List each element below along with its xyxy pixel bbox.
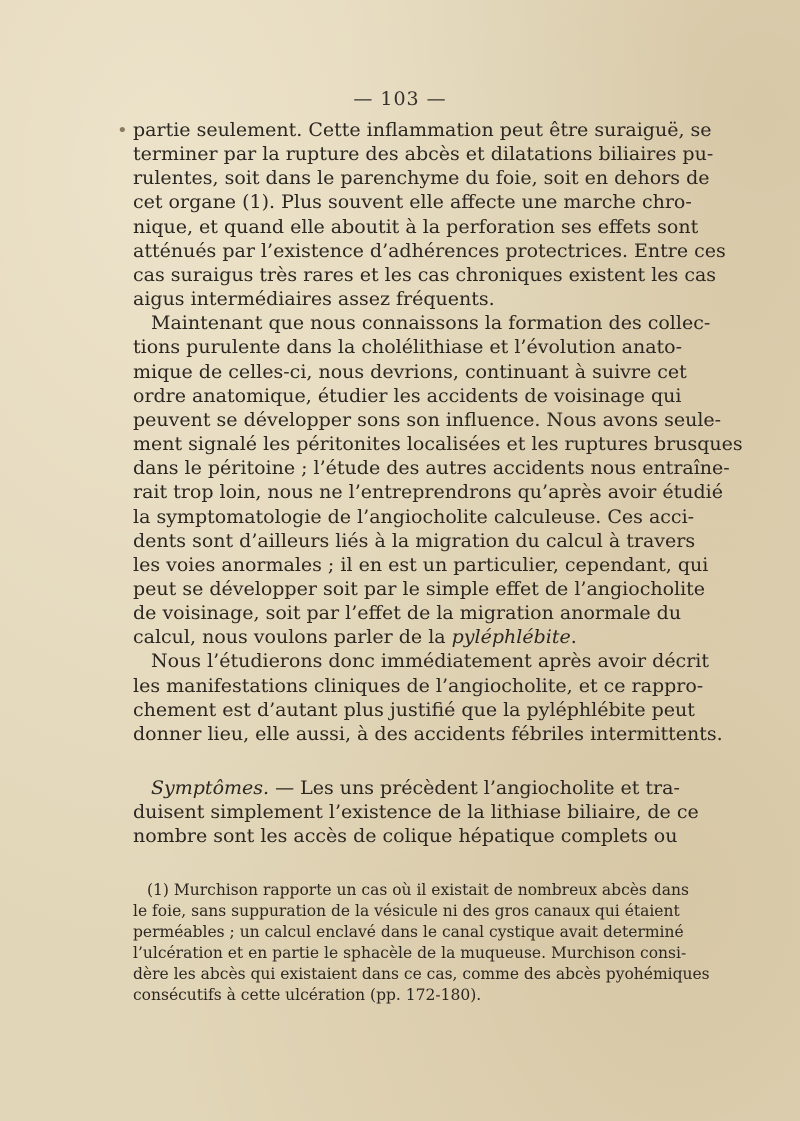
body-text (133, 118, 743, 849)
text-fragment: calcul, nous voulons parler de la (133, 626, 452, 649)
italic-term: pyléphlébite (451, 626, 571, 649)
text-line: la symptomatologie de l’angiocholite calculeuse. Ces acci- (133, 505, 695, 528)
text-line: dans le péritoine ; l’étude des autres accidents nous entraîne- (133, 457, 730, 480)
text-line: cet organe (1). Plus souvent elle affecte une marche chro- (133, 191, 692, 214)
paragraph-1 (133, 118, 726, 311)
paragraph-symptomes (133, 776, 699, 848)
text-line (133, 776, 680, 800)
text-line: chement est d’autant plus justifié que la pyléphlébite peut (133, 698, 695, 721)
page-number: — 103 — (353, 88, 447, 110)
text-line: nique, et quand elle aboutit à la perforation ses effets sont (133, 215, 699, 238)
margin-dot-mark: • (117, 120, 128, 141)
footnote (133, 880, 710, 1006)
text-line: donner lieu, elle aussi, à des accidents fébriles intermittents. (133, 722, 723, 745)
paragraph-3 (133, 649, 723, 746)
text-line: rulentes, soit dans le parenchyme du foie, soit en dehors de (133, 167, 710, 190)
text-line: les manifestations cliniques de l’angiocholite, et ce rappro- (133, 674, 704, 697)
text-line: tions purulente dans la cholélithiase et l’évolution anato- (133, 336, 683, 359)
footnote-line: (1) Murchison rapporte un cas où il existait de nombreux abcès dans (147, 881, 689, 899)
text-line: atténués par l’existence d’adhérences protectrices. Entre ces (133, 239, 726, 262)
text-line: dents sont d’ailleurs liés à la migration du calcul à travers (133, 529, 696, 552)
text-line: ment signalé les péritonites localisées et les ruptures brusques (133, 433, 743, 456)
footnote-line: le foie, sans suppuration de la vésicule ni des gros canaux qui étaient (133, 902, 680, 920)
text-line: partie seulement. Cette inflammation peut être suraiguë, se (133, 119, 712, 141)
text-line: de voisinage, soit par l’effet de la migration anormale du (133, 602, 682, 625)
paragraph-2 (133, 311, 743, 649)
text-line: nombre sont les accès de colique hépatique complets ou (133, 825, 678, 848)
text-line: peuvent se développer sons son influence. Nous avons seule- (133, 408, 722, 431)
text-line: duisent simplement l’existence de la lithiase biliaire, de ce (133, 801, 699, 824)
text-line: mique de celles-ci, nous devrions, continuant à suivre cet (133, 360, 687, 383)
text-line: terminer par la rupture des abcès et dilatations biliaires pu- (133, 143, 714, 166)
text-fragment: . (570, 626, 577, 649)
footnote-line: consécutifs à cette ulcération (pp. 172-180). (133, 986, 482, 1004)
section-heading: Symptômes. (151, 777, 270, 800)
text-line: Maintenant que nous connaissons la formation des collec- (151, 312, 711, 335)
text-line: cas suraigus très rares et les cas chroniques existent les cas (133, 263, 717, 286)
text-fragment: — Les uns précèdent l’angiocholite et tra- (269, 777, 680, 800)
footnote-line: perméables ; un calcul enclavé dans le canal cystique avait determiné (133, 923, 684, 941)
text-line: peut se développer soit par le simple effet de l’angiocholite (133, 577, 706, 600)
text-line: aigus intermédiaires assez fréquents. (133, 288, 495, 311)
text-line (133, 625, 638, 649)
text-line: rait trop loin, nous ne l’entreprendrons qu’après avoir étudié (133, 481, 723, 504)
text-line: Nous l’étudierons donc immédiatement après avoir décrit (151, 650, 709, 673)
section-gap (133, 746, 638, 776)
text-line: ordre anatomique, étudier les accidents de voisinage qui (133, 384, 682, 407)
footnote-line: dère les abcès qui existaient dans ce cas, comme des abcès pyohémiques (133, 965, 710, 983)
text-line: les voies anormales ; il en est un particulier, cependant, qui (133, 553, 709, 576)
footnote-line: l’ulcération et en partie le sphacèle de la muqueuse. Murchison consi- (133, 944, 687, 962)
